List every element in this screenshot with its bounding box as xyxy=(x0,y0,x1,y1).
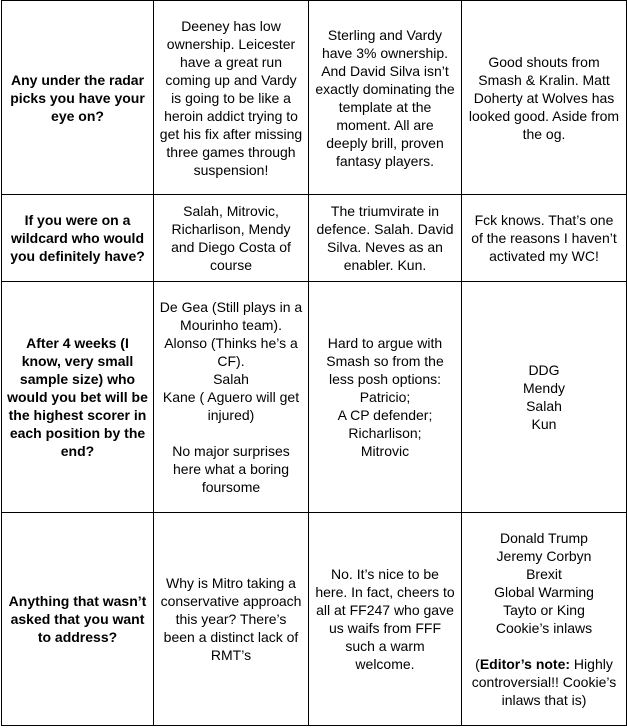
answer-line: Tayto or King xyxy=(503,602,585,618)
answer-cell: Salah, Mitrovic, Richarlison, Mendy and Diego Costa of course xyxy=(154,195,309,282)
answer-line: Richarlison; xyxy=(348,425,422,441)
answer-line: Mendy xyxy=(522,380,566,396)
answer-line: No major surprises here what a boring foursome xyxy=(172,443,290,495)
answer-cell: Good shouts from Smash & Kralin. Matt Doherty at Wolves has looked good. Aside from the og. xyxy=(462,1,627,195)
answer-cell xyxy=(309,282,462,513)
question-cell: After 4 weeks (I know, very small sample size) who would you bet will be the highest scorer in each position by the end? xyxy=(2,282,154,513)
table-row xyxy=(2,282,627,513)
answer-line: Brexit xyxy=(526,566,562,582)
table-row xyxy=(2,195,627,282)
answer-line: Patricio; xyxy=(359,389,411,405)
answer-line: Hard to argue with Smash so from the less posh options: xyxy=(326,335,444,387)
answer-line: DDG xyxy=(528,362,560,378)
table-row xyxy=(2,513,627,726)
answer-line: Kun xyxy=(531,416,557,432)
answer-cell xyxy=(462,513,627,726)
editor-note-label: Editor’s note: xyxy=(479,656,571,672)
editor-note xyxy=(467,655,621,709)
answer-cell xyxy=(462,282,627,513)
answer-line: Jeremy Corbyn xyxy=(496,548,592,564)
answer-cell: Fck knows. That’s one of the reasons I haven’t activated my WC! xyxy=(462,195,627,282)
qa-table xyxy=(1,0,627,726)
answer-line: Donald Trump xyxy=(500,530,588,546)
question-cell: Any under the radar picks you have your eye on? xyxy=(2,1,154,195)
answer-cell: No. It’s nice to be here. In fact, cheers to all at FF247 who gave us waifs from FFF such a warm welcome. xyxy=(309,513,462,726)
answer-cell: The triumvirate in defence. Salah. David Silva. Neves as an enabler. Kun. xyxy=(309,195,462,282)
answer-line: Alonso (Thinks he’s a CF). xyxy=(164,335,298,369)
editor-note-open: ( xyxy=(475,656,480,672)
blank-line xyxy=(467,637,621,655)
answer-line: De Gea (Still plays in a Mourinho team). xyxy=(159,299,303,333)
answer-line: Salah xyxy=(526,398,562,414)
answer-line: Global Warming xyxy=(494,584,594,600)
answer-line: Kane ( Aguero will get injured) xyxy=(162,389,300,423)
answer-line: A CP defender; xyxy=(337,407,433,423)
question-cell: If you were on a wildcard who would you definitely have? xyxy=(2,195,154,282)
editor-note-text: Highly controversial!! Cookie’s inlaws that is) xyxy=(471,656,617,708)
answer-cell: Why is Mitro taking a conservative approach this year? There’s been a distinct lack of RMT’s xyxy=(154,513,309,726)
blank-line xyxy=(159,424,303,442)
answer-line: Salah xyxy=(213,371,249,387)
question-cell: Anything that wasn’t asked that you want to address? xyxy=(2,513,154,726)
answer-line: Mitrovic xyxy=(360,443,410,459)
answer-line: Cookie’s inlaws xyxy=(495,620,593,636)
answer-cell: Deeney has low ownership. Leicester have a great run coming up and Vardy is going to be like a heroin addict trying to get his fix after missing three games through suspension! xyxy=(154,1,309,195)
answer-cell xyxy=(154,282,309,513)
answer-cell: Sterling and Vardy have 3% ownership. And David Silva isn’t exactly dominating the template at the moment. All are deeply brill, proven fantasy players. xyxy=(309,1,462,195)
table-row xyxy=(2,1,627,195)
